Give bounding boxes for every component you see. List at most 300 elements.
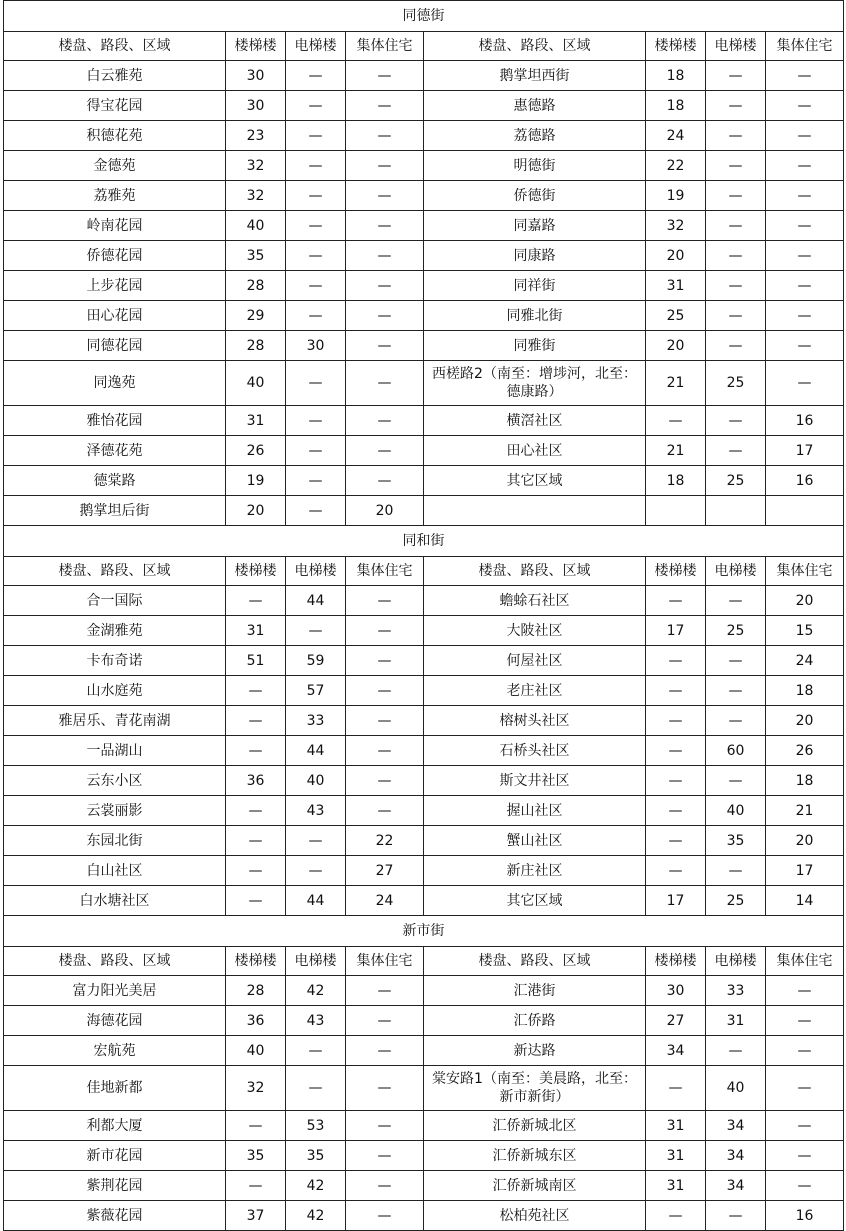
cell-stair-right: — xyxy=(646,676,706,706)
cell-name-left: 雅居乐、青花南湖 xyxy=(4,706,226,736)
cell-dorm-left: — xyxy=(346,121,424,151)
table-row xyxy=(4,361,844,406)
cell-name-right: 松柏苑社区 xyxy=(424,1201,646,1231)
table-row xyxy=(4,1111,844,1141)
cell-elevator-left: — xyxy=(286,466,346,496)
cell-name-right: 斯文井社区 xyxy=(424,766,646,796)
cell-dorm-right: — xyxy=(766,61,844,91)
cell-elevator-right: 35 xyxy=(706,826,766,856)
cell-name-right: 老庄社区 xyxy=(424,676,646,706)
cell-dorm-right: — xyxy=(766,1036,844,1066)
cell-stair-left: — xyxy=(226,1111,286,1141)
table-row xyxy=(4,796,844,826)
cell-stair-left: 29 xyxy=(226,301,286,331)
cell-elevator-right: — xyxy=(706,1036,766,1066)
cell-elevator-right: — xyxy=(706,1201,766,1231)
cell-stair-right: 18 xyxy=(646,91,706,121)
cell-name-left: 白山社区 xyxy=(4,856,226,886)
cell-stair-left: — xyxy=(226,586,286,616)
cell-name-right: 汇侨新城东区 xyxy=(424,1141,646,1171)
cell-dorm-left: 27 xyxy=(346,856,424,886)
table-row xyxy=(4,406,844,436)
cell-dorm-left: — xyxy=(346,91,424,121)
cell-dorm-left: — xyxy=(346,616,424,646)
cell-elevator-left: — xyxy=(286,181,346,211)
cell-dorm-left: — xyxy=(346,331,424,361)
cell-dorm-right: — xyxy=(766,241,844,271)
cell-name-left: 同逸苑 xyxy=(4,361,226,406)
cell-dorm-left: — xyxy=(346,1201,424,1231)
cell-name-right: 汇港街 xyxy=(424,976,646,1006)
cell-name-right: 新庄社区 xyxy=(424,856,646,886)
cell-dorm-right: — xyxy=(766,151,844,181)
cell-elevator-right: — xyxy=(706,646,766,676)
cell-dorm-left: — xyxy=(346,271,424,301)
cell-elevator-right: 60 xyxy=(706,736,766,766)
cell-name-right: 同雅北街 xyxy=(424,301,646,331)
cell-stair-left: 40 xyxy=(226,211,286,241)
cell-name-right: 蟾蜍石社区 xyxy=(424,586,646,616)
price-table-document xyxy=(3,0,843,1231)
cell-name-right: 同祥街 xyxy=(424,271,646,301)
column-header-row xyxy=(4,947,844,976)
cell-stair-right: 31 xyxy=(646,1111,706,1141)
cell-elevator-left: — xyxy=(286,616,346,646)
cell-dorm-right: 17 xyxy=(766,856,844,886)
cell-elevator-left: — xyxy=(286,1036,346,1066)
cell-stair-right: — xyxy=(646,766,706,796)
column-header-elevator-right: 电梯楼 xyxy=(706,947,766,976)
table-row xyxy=(4,496,844,526)
cell-dorm-right: — xyxy=(766,361,844,406)
cell-elevator-left: — xyxy=(286,241,346,271)
cell-elevator-left: 33 xyxy=(286,706,346,736)
cell-name-right: 棠安路1（南至：美晨路，北至：新市新街） xyxy=(424,1066,646,1111)
cell-elevator-right: 25 xyxy=(706,466,766,496)
cell-stair-left: — xyxy=(226,706,286,736)
column-header-stair-left: 楼梯楼 xyxy=(226,557,286,586)
cell-elevator-left: — xyxy=(286,121,346,151)
column-header-stair-right: 楼梯楼 xyxy=(646,557,706,586)
cell-elevator-right: 34 xyxy=(706,1171,766,1201)
cell-stair-right: 20 xyxy=(646,331,706,361)
cell-name-left: 侨德花园 xyxy=(4,241,226,271)
cell-stair-left: 30 xyxy=(226,61,286,91)
table-row xyxy=(4,1006,844,1036)
column-header-dorm-left: 集体住宅 xyxy=(346,557,424,586)
table-row xyxy=(4,856,844,886)
cell-stair-right: — xyxy=(646,706,706,736)
cell-dorm-right: — xyxy=(766,1171,844,1201)
section-title-row xyxy=(4,916,844,947)
cell-stair-left: 31 xyxy=(226,406,286,436)
cell-dorm-right: 20 xyxy=(766,826,844,856)
cell-dorm-right: 17 xyxy=(766,436,844,466)
table-row xyxy=(4,271,844,301)
cell-stair-right: 30 xyxy=(646,976,706,1006)
cell-name-right: 惠德路 xyxy=(424,91,646,121)
cell-elevator-right: — xyxy=(706,586,766,616)
cell-stair-left: 30 xyxy=(226,91,286,121)
table-row xyxy=(4,61,844,91)
cell-stair-right: 18 xyxy=(646,466,706,496)
cell-stair-left: 36 xyxy=(226,1006,286,1036)
cell-elevator-right: — xyxy=(706,706,766,736)
cell-dorm-left: — xyxy=(346,736,424,766)
cell-stair-right: 17 xyxy=(646,616,706,646)
cell-stair-right: — xyxy=(646,826,706,856)
cell-dorm-left: — xyxy=(346,406,424,436)
cell-name-right: 蟹山社区 xyxy=(424,826,646,856)
column-header-dorm-left: 集体住宅 xyxy=(346,32,424,61)
column-header-stair-left: 楼梯楼 xyxy=(226,32,286,61)
column-header-dorm-left: 集体住宅 xyxy=(346,947,424,976)
cell-name-left: 山水庭苑 xyxy=(4,676,226,706)
cell-elevator-right: — xyxy=(706,241,766,271)
cell-elevator-right: 25 xyxy=(706,616,766,646)
table-row xyxy=(4,91,844,121)
cell-stair-left: 28 xyxy=(226,331,286,361)
cell-elevator-right: — xyxy=(706,676,766,706)
table-row xyxy=(4,736,844,766)
cell-name-right: 西槎路2（南至：增埗河，北至：德康路） xyxy=(424,361,646,406)
cell-name-right: 榕树头社区 xyxy=(424,706,646,736)
cell-elevator-right: — xyxy=(706,61,766,91)
column-header-dorm-right: 集体住宅 xyxy=(766,32,844,61)
cell-stair-left: 35 xyxy=(226,241,286,271)
cell-elevator-left: — xyxy=(286,826,346,856)
cell-dorm-left: — xyxy=(346,1141,424,1171)
cell-dorm-left: — xyxy=(346,151,424,181)
cell-dorm-right: — xyxy=(766,976,844,1006)
cell-elevator-left: 35 xyxy=(286,1141,346,1171)
cell-name-left: 东园北街 xyxy=(4,826,226,856)
table-row xyxy=(4,826,844,856)
cell-name-left: 白云雅苑 xyxy=(4,61,226,91)
column-header-elevator-left: 电梯楼 xyxy=(286,32,346,61)
cell-stair-left: 40 xyxy=(226,361,286,406)
cell-dorm-right: 15 xyxy=(766,616,844,646)
cell-dorm-left: — xyxy=(346,1066,424,1111)
cell-stair-left: — xyxy=(226,796,286,826)
cell-stair-right: — xyxy=(646,796,706,826)
cell-name-right: 汇侨新城北区 xyxy=(424,1111,646,1141)
cell-dorm-left: — xyxy=(346,796,424,826)
cell-stair-left: 19 xyxy=(226,466,286,496)
table-row xyxy=(4,151,844,181)
cell-elevator-left: 30 xyxy=(286,331,346,361)
cell-name-right: 新达路 xyxy=(424,1036,646,1066)
section-title: 同和街 xyxy=(4,526,844,557)
cell-dorm-right xyxy=(766,496,844,526)
cell-dorm-right: 16 xyxy=(766,466,844,496)
cell-stair-right: 27 xyxy=(646,1006,706,1036)
cell-name-right xyxy=(424,496,646,526)
cell-name-left: 泽德花苑 xyxy=(4,436,226,466)
cell-stair-right: — xyxy=(646,1066,706,1111)
cell-name-left: 田心花园 xyxy=(4,301,226,331)
column-header-name-left: 楼盘、路段、区域 xyxy=(4,32,226,61)
cell-name-right: 鹅掌坦西街 xyxy=(424,61,646,91)
cell-elevator-left: 42 xyxy=(286,1201,346,1231)
table-row xyxy=(4,121,844,151)
cell-dorm-right: 14 xyxy=(766,886,844,916)
cell-dorm-left: 24 xyxy=(346,886,424,916)
cell-elevator-left: 43 xyxy=(286,796,346,826)
price-table xyxy=(3,0,844,1231)
column-header-stair-right: 楼梯楼 xyxy=(646,947,706,976)
cell-name-left: 一品湖山 xyxy=(4,736,226,766)
table-row xyxy=(4,766,844,796)
cell-dorm-right: 20 xyxy=(766,586,844,616)
cell-dorm-left: — xyxy=(346,646,424,676)
cell-elevator-right: 40 xyxy=(706,1066,766,1111)
cell-stair-left: 36 xyxy=(226,766,286,796)
cell-name-left: 荔雅苑 xyxy=(4,181,226,211)
table-row xyxy=(4,436,844,466)
cell-dorm-right: — xyxy=(766,181,844,211)
cell-elevator-left: 44 xyxy=(286,586,346,616)
cell-dorm-left: 22 xyxy=(346,826,424,856)
cell-stair-left: 32 xyxy=(226,151,286,181)
cell-dorm-left: — xyxy=(346,241,424,271)
cell-elevator-left: — xyxy=(286,91,346,121)
cell-name-left: 海德花园 xyxy=(4,1006,226,1036)
table-row xyxy=(4,1201,844,1231)
table-row xyxy=(4,586,844,616)
cell-stair-left: 20 xyxy=(226,496,286,526)
cell-dorm-left: — xyxy=(346,301,424,331)
cell-stair-right: 32 xyxy=(646,211,706,241)
cell-dorm-left: 20 xyxy=(346,496,424,526)
table-row xyxy=(4,1171,844,1201)
cell-name-left: 富力阳光美居 xyxy=(4,976,226,1006)
cell-dorm-left: — xyxy=(346,976,424,1006)
cell-elevator-left: — xyxy=(286,361,346,406)
cell-dorm-right: — xyxy=(766,271,844,301)
cell-stair-left: 51 xyxy=(226,646,286,676)
cell-stair-right: — xyxy=(646,736,706,766)
cell-name-left: 云东小区 xyxy=(4,766,226,796)
cell-stair-left: 28 xyxy=(226,271,286,301)
cell-stair-left: 32 xyxy=(226,1066,286,1111)
column-header-row xyxy=(4,32,844,61)
cell-name-left: 上步花园 xyxy=(4,271,226,301)
cell-stair-right: 34 xyxy=(646,1036,706,1066)
cell-stair-right: — xyxy=(646,406,706,436)
cell-elevator-left: — xyxy=(286,211,346,241)
cell-name-right: 同康路 xyxy=(424,241,646,271)
cell-dorm-left: — xyxy=(346,436,424,466)
cell-name-left: 卡布奇诺 xyxy=(4,646,226,676)
cell-stair-right: 17 xyxy=(646,886,706,916)
cell-stair-left: 32 xyxy=(226,181,286,211)
cell-name-left: 同德花园 xyxy=(4,331,226,361)
cell-name-right: 大陂社区 xyxy=(424,616,646,646)
column-header-name-right: 楼盘、路段、区域 xyxy=(424,557,646,586)
cell-elevator-right: — xyxy=(706,271,766,301)
column-header-elevator-left: 电梯楼 xyxy=(286,557,346,586)
cell-elevator-left: — xyxy=(286,301,346,331)
cell-elevator-right: 33 xyxy=(706,976,766,1006)
cell-name-left: 宏航苑 xyxy=(4,1036,226,1066)
cell-name-left: 雅怡花园 xyxy=(4,406,226,436)
table-row xyxy=(4,976,844,1006)
cell-stair-left: — xyxy=(226,676,286,706)
cell-dorm-right: 20 xyxy=(766,706,844,736)
cell-name-right: 同嘉路 xyxy=(424,211,646,241)
cell-elevator-left: — xyxy=(286,436,346,466)
column-header-name-left: 楼盘、路段、区域 xyxy=(4,947,226,976)
cell-stair-right: 24 xyxy=(646,121,706,151)
cell-name-left: 紫薇花园 xyxy=(4,1201,226,1231)
cell-name-left: 金德苑 xyxy=(4,151,226,181)
table-row xyxy=(4,181,844,211)
cell-dorm-right: 26 xyxy=(766,736,844,766)
cell-name-right: 其它区域 xyxy=(424,886,646,916)
column-header-dorm-right: 集体住宅 xyxy=(766,557,844,586)
cell-name-right: 明德街 xyxy=(424,151,646,181)
cell-elevator-left: 44 xyxy=(286,886,346,916)
cell-elevator-left: 59 xyxy=(286,646,346,676)
cell-elevator-left: 42 xyxy=(286,1171,346,1201)
cell-stair-left: 26 xyxy=(226,436,286,466)
cell-name-left: 紫荆花园 xyxy=(4,1171,226,1201)
cell-stair-right: 19 xyxy=(646,181,706,211)
cell-stair-left: 40 xyxy=(226,1036,286,1066)
cell-dorm-right: — xyxy=(766,1141,844,1171)
table-row xyxy=(4,241,844,271)
cell-name-right: 握山社区 xyxy=(424,796,646,826)
cell-name-left: 积德花苑 xyxy=(4,121,226,151)
cell-dorm-right: 16 xyxy=(766,1201,844,1231)
cell-name-right: 荔德路 xyxy=(424,121,646,151)
cell-elevator-right: 31 xyxy=(706,1006,766,1036)
cell-name-left: 新市花园 xyxy=(4,1141,226,1171)
cell-elevator-left: — xyxy=(286,496,346,526)
table-row xyxy=(4,886,844,916)
cell-dorm-left: — xyxy=(346,1111,424,1141)
column-header-stair-right: 楼梯楼 xyxy=(646,32,706,61)
cell-dorm-left: — xyxy=(346,211,424,241)
cell-dorm-left: — xyxy=(346,1036,424,1066)
cell-dorm-right: — xyxy=(766,331,844,361)
column-header-elevator-right: 电梯楼 xyxy=(706,32,766,61)
cell-stair-left: — xyxy=(226,1171,286,1201)
cell-name-left: 岭南花园 xyxy=(4,211,226,241)
section-title-row xyxy=(4,526,844,557)
cell-stair-right: 20 xyxy=(646,241,706,271)
cell-stair-left: — xyxy=(226,886,286,916)
cell-elevator-left: 43 xyxy=(286,1006,346,1036)
cell-dorm-left: — xyxy=(346,766,424,796)
cell-dorm-right: 16 xyxy=(766,406,844,436)
cell-elevator-right: — xyxy=(706,91,766,121)
cell-dorm-right: 24 xyxy=(766,646,844,676)
cell-elevator-right: — xyxy=(706,436,766,466)
cell-elevator-left: — xyxy=(286,1066,346,1111)
cell-elevator-right: 34 xyxy=(706,1111,766,1141)
cell-stair-left: 28 xyxy=(226,976,286,1006)
cell-name-right: 侨德街 xyxy=(424,181,646,211)
cell-name-right: 其它区域 xyxy=(424,466,646,496)
column-header-elevator-left: 电梯楼 xyxy=(286,947,346,976)
cell-name-right: 石桥头社区 xyxy=(424,736,646,766)
cell-dorm-right: 18 xyxy=(766,676,844,706)
section-title: 同德街 xyxy=(4,1,844,32)
cell-elevator-right: — xyxy=(706,406,766,436)
cell-name-left: 利都大厦 xyxy=(4,1111,226,1141)
cell-name-right: 汇侨路 xyxy=(424,1006,646,1036)
section-title: 新市街 xyxy=(4,916,844,947)
cell-stair-left: 31 xyxy=(226,616,286,646)
cell-name-left: 白水塘社区 xyxy=(4,886,226,916)
column-header-name-right: 楼盘、路段、区域 xyxy=(424,32,646,61)
cell-stair-right: 18 xyxy=(646,61,706,91)
table-row xyxy=(4,1141,844,1171)
cell-stair-left: 37 xyxy=(226,1201,286,1231)
cell-name-right: 田心社区 xyxy=(424,436,646,466)
cell-dorm-left: — xyxy=(346,676,424,706)
table-row xyxy=(4,706,844,736)
cell-dorm-left: — xyxy=(346,1006,424,1036)
cell-stair-left: — xyxy=(226,826,286,856)
cell-stair-right: 22 xyxy=(646,151,706,181)
table-row xyxy=(4,676,844,706)
cell-elevator-left: 40 xyxy=(286,766,346,796)
cell-stair-right: 31 xyxy=(646,1141,706,1171)
cell-stair-right: 21 xyxy=(646,436,706,466)
cell-name-right: 何屋社区 xyxy=(424,646,646,676)
cell-stair-right: 31 xyxy=(646,1171,706,1201)
cell-dorm-left: — xyxy=(346,466,424,496)
cell-elevator-right: 40 xyxy=(706,796,766,826)
cell-name-left: 得宝花园 xyxy=(4,91,226,121)
cell-elevator-left: — xyxy=(286,856,346,886)
cell-name-left: 云裳丽影 xyxy=(4,796,226,826)
table-row xyxy=(4,466,844,496)
cell-dorm-right: — xyxy=(766,1111,844,1141)
cell-stair-left: — xyxy=(226,736,286,766)
cell-stair-right: — xyxy=(646,856,706,886)
cell-name-right: 汇侨新城南区 xyxy=(424,1171,646,1201)
cell-elevator-right: 34 xyxy=(706,1141,766,1171)
cell-elevator-right: — xyxy=(706,301,766,331)
cell-elevator-left: 42 xyxy=(286,976,346,1006)
cell-stair-left: 23 xyxy=(226,121,286,151)
cell-dorm-left: — xyxy=(346,181,424,211)
cell-dorm-left: — xyxy=(346,586,424,616)
cell-stair-right: 21 xyxy=(646,361,706,406)
table-row xyxy=(4,616,844,646)
cell-stair-right: — xyxy=(646,646,706,676)
cell-name-left: 鹅掌坦后街 xyxy=(4,496,226,526)
cell-name-left: 金湖雅苑 xyxy=(4,616,226,646)
cell-stair-right: 31 xyxy=(646,271,706,301)
cell-elevator-right: — xyxy=(706,331,766,361)
cell-elevator-right xyxy=(706,496,766,526)
cell-elevator-right: 25 xyxy=(706,886,766,916)
table-row xyxy=(4,211,844,241)
cell-elevator-left: 53 xyxy=(286,1111,346,1141)
cell-dorm-right: — xyxy=(766,91,844,121)
cell-dorm-right: — xyxy=(766,121,844,151)
cell-dorm-right: 21 xyxy=(766,796,844,826)
table-row xyxy=(4,1036,844,1066)
cell-dorm-left: — xyxy=(346,706,424,736)
cell-elevator-left: 44 xyxy=(286,736,346,766)
table-row xyxy=(4,301,844,331)
